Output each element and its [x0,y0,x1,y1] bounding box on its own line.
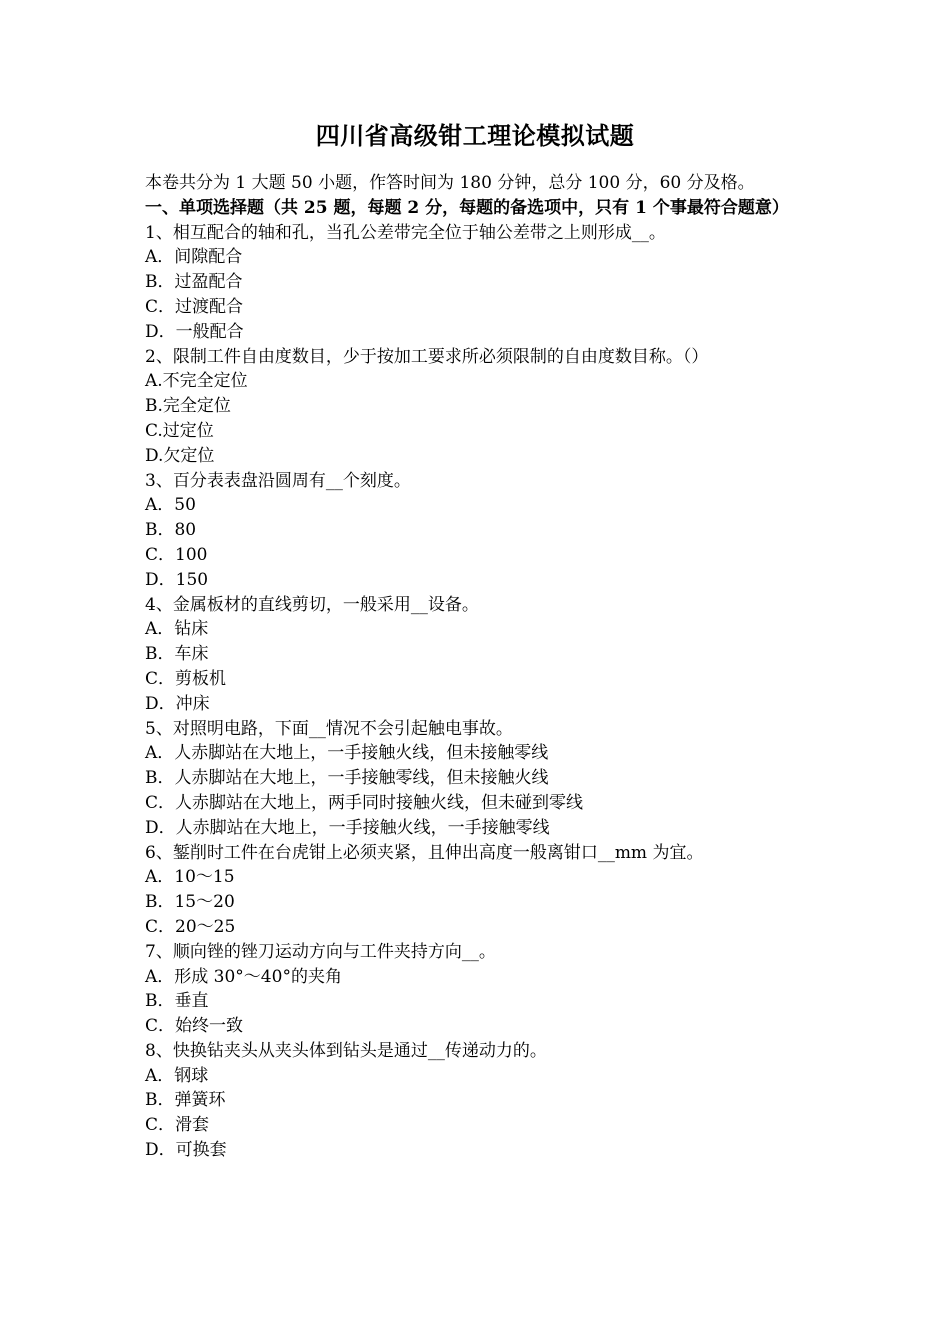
exam-intro: 本卷共分为 1 大题 50 小题，作答时间为 180 分钟，总分 100 分，60 分及格。 [145,173,755,193]
answer-option: C．100 [145,544,208,565]
question-stem: 3、百分表表盘沿圆周有__个刻度。 [145,470,411,491]
answer-option: B．垂直 [145,991,209,1012]
answer-option: B．15～20 [145,892,235,913]
answer-option: A．钻床 [145,619,209,640]
answer-option: C．滑套 [145,1115,210,1136]
question-stem: 6、錾削时工件在台虎钳上必须夹紧，且伸出高度一般离钳口__mm 为宜。 [145,842,704,863]
answer-option: B．人赤脚站在大地上，一手接触零线，但未接触火线 [145,768,549,789]
answer-option: B．过盈配合 [145,272,243,293]
section-heading: 一、单项选择题（共 25 题，每题 2 分，每题的备选项中，只有 1 个事最符合题意） [145,197,789,218]
document-title: 四川省高级钳工理论模拟试题 [315,121,635,150]
answer-option: C．剪板机 [145,668,227,689]
question-list [145,221,825,1163]
answer-option: B．弹簧环 [145,1090,226,1111]
answer-option: C.过定位 [145,420,214,441]
answer-option: D．一般配合 [145,321,244,342]
answer-option: D．150 [145,569,209,590]
answer-option: D.欠定位 [145,445,215,466]
answer-option: B．车床 [145,644,209,665]
answer-option: A．间隙配合 [145,247,243,268]
answer-option: A.不完全定位 [145,371,248,392]
answer-option: C．人赤脚站在大地上，两手同时接触火线，但未碰到零线 [145,792,584,813]
answer-option: D．可换套 [145,1140,227,1161]
question-stem: 2、限制工件自由度数目，少于按加工要求所必须限制的自由度数目称。（） [145,346,709,367]
answer-option: D．冲床 [145,693,210,714]
answer-option: A．10～15 [145,867,235,888]
answer-option: A．50 [145,495,196,516]
question-stem: 5、对照明电路，下面__情况不会引起触电事故。 [145,718,513,739]
answer-option: C．20～25 [145,916,236,937]
question-stem: 8、快换钻夹头从夹头体到钻头是通过__传递动力的。 [145,1040,547,1061]
question-stem: 1、相互配合的轴和孔，当孔公差带完全位于轴公差带之上则形成__。 [145,222,666,243]
document-body [145,171,825,1163]
answer-option: C．过渡配合 [145,296,244,317]
answer-option: C．始终一致 [145,1016,244,1037]
question-stem: 4、金属板材的直线剪切，一般采用__设备。 [145,594,479,615]
answer-option: B.完全定位 [145,396,231,417]
answer-option: A．形成 30°～40°的夹角 [145,966,342,987]
answer-option: B．80 [145,520,197,541]
answer-option: D．人赤脚站在大地上，一手接触火线，一手接触零线 [145,817,550,838]
answer-option: A．钢球 [145,1065,209,1086]
question-stem: 7、顺向锉的锉刀运动方向与工件夹持方向__。 [145,941,496,962]
answer-option: A．人赤脚站在大地上，一手接触火线，但未接触零线 [145,743,549,764]
